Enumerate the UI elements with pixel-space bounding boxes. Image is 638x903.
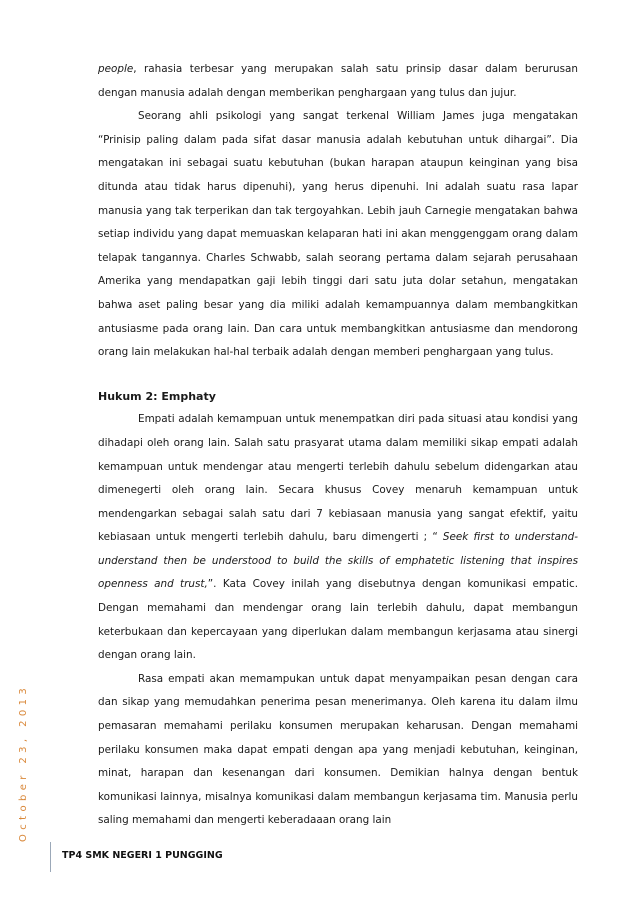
- paragraph-text: , rahasia terbesar yang merupakan salah satu prinsip dasar dalam berurusan dengan manusia adalah dengan memberikan penghargaan yang tulus dan jujur.: [98, 63, 578, 99]
- paragraph-text: Empati adalah kemampuan untuk menempatkan diri pada situasi atau kondisi yang dihadapi oleh orang lain. Salah satu prasyarat utama dalam memiliki sikap empati adalah kemampuan untuk mendengar atau mengerti terlebih dahulu sebelum didengarkan atau dimenegerti oleh orang lain. Secara khusus Covey menaruh kemampuan untuk mendengarkan sebagai salah satu dari 7 kebiasaan manusia yang sangat efektif, yaitu kebiasaan untuk mengerti terlebih dahulu, baru dimengerti ; “: [98, 413, 578, 544]
- covey-quote: Seek first to understand- understand then be understood to build the skills of emphatetic listening that inspires openness and trust,: [98, 531, 578, 591]
- paragraph-empati: [98, 408, 578, 668]
- paragraph-william-james: Seorang ahli psikologi yang sangat terkenal William James juga mengatakan “Prinisip paling dalam pada sifat dasar manusia adalah kebutuhan untuk dihargai”. Dia mengatakan ini sebagai suatu kebutuhan (bukan harapan ataupun keinginan yang bisa ditunda atau tidak harus dipenuhi), yang herus dipenuhi. Ini adalah suatu rasa lapar manusia yang tak terperikan dan tak tergoyahkan. Lebih jauh Carnegie mengatakan bahwa setiap individu yang dapat memuaskan kelaparan hati ini akan menggenggam orang dalam telapak tangannya. Charles Schwabb, salah seorang pertama dalam sejarah perusahaan Amerika yang mendapatkan gaji lebih tinggi dari satu juta dolar setahun, mengatakan bahwa aset paling besar yang dia miliki adalah kemampuannya dalam membangkitkan antusiasme pada orang lain. Dan cara untuk membangkitkan antusiasme dan mendorong orang lain melakukan hal-hal terbaik adalah dengan memberi penghargaan yang tulus.: [98, 110, 578, 359]
- paragraph-continued: [98, 58, 578, 105]
- section-heading: Hukum 2: Emphaty: [98, 389, 216, 403]
- footer-divider: [50, 842, 51, 872]
- italic-lead: people: [98, 63, 134, 75]
- paragraph-text: ”. Kata Covey inilah yang disebutnya dengan komunikasi empatic. Dengan memahami dan mendengar orang lain terlebih dahulu, dapat membangun keterbukaan dan kepercayaan yang diperlukan dalam membangun kerjasama atau sinergi dengan orang lain.: [98, 578, 578, 662]
- footer-text: TP4 SMK NEGERI 1 PUNGGING: [62, 850, 223, 861]
- body-text: [98, 58, 578, 833]
- side-date-label: October 23, 2013: [18, 683, 29, 842]
- paragraph-gap: [98, 365, 578, 375]
- paragraph-rasa-empati: Rasa empati akan memampukan untuk dapat menyampaikan pesan dengan cara dan sikap yang memudahkan penerima pesan menerimanya. Oleh karena itu dalam ilmu pemasaran memahami perilaku konsumen merupakan keharusan. Dengan memahami perilaku konsumen maka dapat empati dengan apa yang menjadi kebutuhan, keinginan, minat, harapan dan kesenangan dari konsumen. Demikian halnya dengan bentuk komunikasi lainnya, misalnya komunikasi dalam membangun kerjasama tim. Manusia perlu saling memahami dan mengerti keberadaaan orang lain: [98, 672, 578, 827]
